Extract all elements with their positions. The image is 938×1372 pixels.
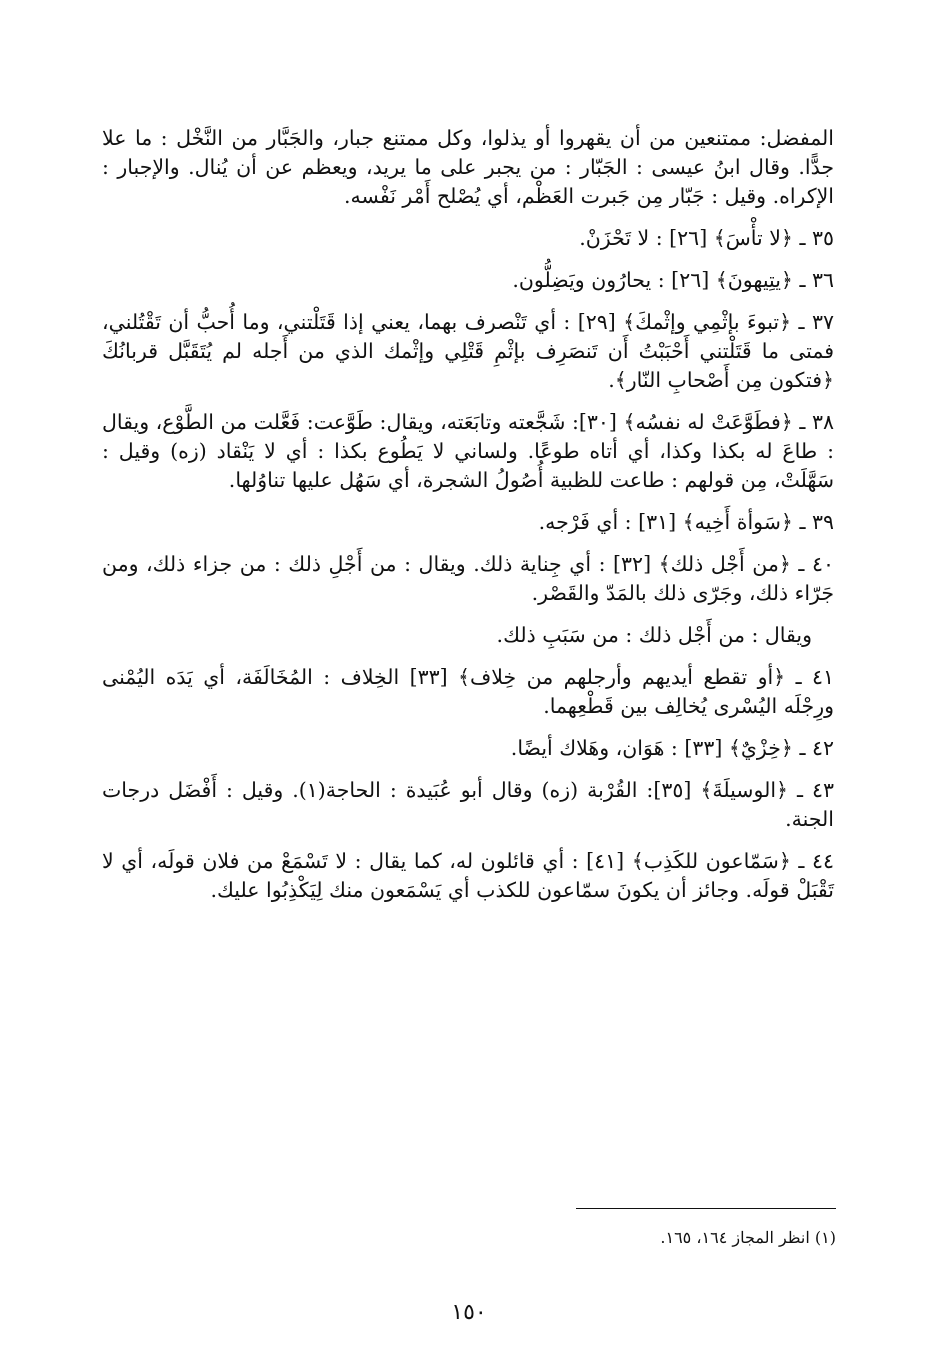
page-body (102, 124, 834, 918)
footnote-divider (576, 1208, 836, 1209)
paragraph-continuation: المفضل: ممتنعين من أن يقهروا أو يذلوا، وكل ممتنع جبار، والجَبَّار من النَّخْل : ما علا جدًّا. وقال ابنُ عيسى : الجَبّار : من يجبر على ما يريد، ويعظم عن أن يُنال. والإجبار : الإكراه. وقيل : جَبّار مِن جَبرت العَظْم، أي يُصْلح أَمْر نَفْسه. (102, 126, 834, 208)
entry-35: ٣٥ ـ ﴿لا تأْسَ﴾ [٢٦] : لا تَحْزَنْ. (579, 226, 834, 250)
entry-40: ٤٠ ـ ﴿من أَجْل ذلك﴾ [٣٢] : أي جِناية ذلك. ويقال : من أَجْلِ ذلك : من جزاء ذلك، ومن جَرّاء ذلك، وجَرّى ذلك بالمَدّ والقَصْر. (102, 552, 834, 605)
entry-38: ٣٨ ـ ﴿فطَوَّعَتْ له نفسُه﴾ [٣٠]: شَجَّعته وتابَعَته، ويقال: طَوَّعت: فَعَّلت من الطَّوْع، ويقال : طاعَ له بكذا وكذا، أي أتاه طوعًا. ولساني لا يَطُوع بكذا : أي لا يَنْقاد (زه) وقيل : سَهَّلَتْ، مِن قولهم : طاعت للظبية أُصُولُ الشجرة، أي سَهُل عليها تناوُلها. (102, 410, 834, 492)
entry-44: ٤٤ ـ ﴿سَمّاعون للكَذِب﴾ [٤١] : أي قائلون له، كما يقال : لا تَسْمَعْ من فلان قولَه، أي لا تَقْبَلْ قولَه. وجائز أن يكونَ سمّاعون للكذب أي يَسْمَعون منك لِيَكْذِبُوا عليك. (102, 849, 834, 902)
entry-42: ٤٢ ـ ﴿خِزْيٌ﴾ [٣٣] : هَوَان، وهَلاك أيضًا. (510, 736, 834, 760)
entry-40-addendum: ويقال : من أَجْل ذلك : من سَبَبِ ذلك. (496, 623, 812, 647)
entry-37: ٣٧ ـ ﴿تبوءَ بإثْمِي وإثْمكَ﴾ [٢٩] : أي تَنْصرف بهما، يعني إذا قَتَلْتني، وما أُحبُّ أن تَقْتُلني، فمتى ما قَتَلْتني أَحْبَبْتُ أَن تَنصَرِف بإثْمِ قَتْلِي وإثْمك الذي من أَجله لم يُتَقَبَّل قربانُكَ ﴿فتكون مِن أَصْحابِ النّار﴾. (102, 310, 834, 392)
entry-43: ٤٣ ـ ﴿الوسيلَةَ﴾ [٣٥]: القُرْبة (زه) وقال أبو عُبَيدة : الحاجة(١). وقيل : أَفْضَل درجات الجنة. (102, 778, 834, 831)
page-number: ١٥٠ (451, 1300, 487, 1325)
entry-36: ٣٦ ـ ﴿يتِيهونَ﴾ [٢٦] : يحارُون ويَضِلُّون. (512, 268, 834, 292)
footnote: (١) انظر المجاز ١٦٤، ١٦٥. (660, 1228, 836, 1247)
entry-39: ٣٩ ـ ﴿سَوأة أَخِيه﴾ [٣١] : أي فَرْجه. (538, 510, 834, 534)
entry-41: ٤١ ـ ﴿أو تقطع أيديهم وأرجلهم من خِلاف﴾ [٣٣] الخِلاف : المُخَالَفَة، أي يَدَه اليُمْنى ورِجْلَه اليُسْرى يُخالِف بين قَطْعِهما. (102, 665, 834, 718)
